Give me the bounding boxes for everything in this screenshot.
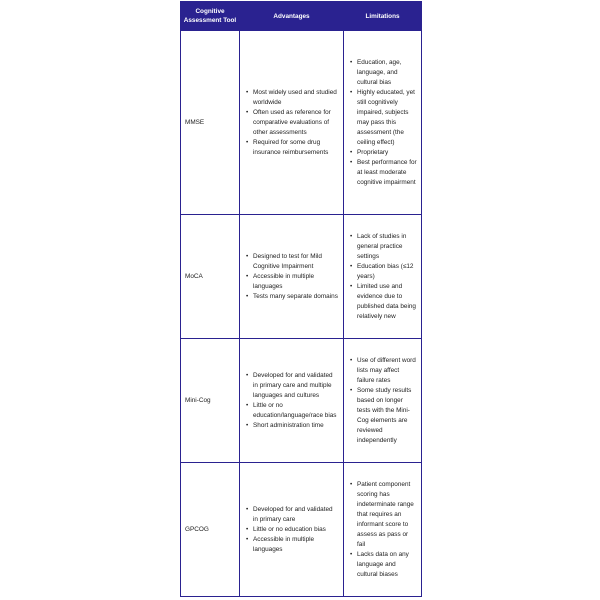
list-item: • Accessible in multiple languages <box>253 535 339 555</box>
header-row <box>181 2 422 31</box>
list-item: • Tests many separate domains <box>253 292 339 302</box>
list-item: • Lack of studies in general practice settings <box>357 232 417 262</box>
advantages-list <box>240 252 343 302</box>
tool-name: Mini-Cog <box>181 339 240 463</box>
list-item: • Often used as reference for comparative evaluations of other assessments <box>253 108 339 138</box>
cognitive-assessment-table <box>180 1 422 597</box>
tool-name: MMSE <box>181 31 240 215</box>
limitations-list <box>344 356 421 446</box>
list-item: • Some study results based on longer tests with the Mini-Cog elements are reviewed independently <box>357 386 417 446</box>
list-item: • Little or no education bias <box>253 525 339 535</box>
header-tool: Cognitive Assessment Tool <box>181 2 240 31</box>
limitations-cell <box>344 463 422 597</box>
list-item: • Lacks data on any language and cultural biases <box>357 550 417 580</box>
advantages-list <box>240 505 343 555</box>
advantages-list <box>240 371 343 431</box>
limitations-cell <box>344 31 422 215</box>
header-advantages: Advantages <box>240 2 344 31</box>
advantages-cell <box>240 215 344 339</box>
advantages-cell <box>240 339 344 463</box>
list-item: • Education bias (≤12 years) <box>357 262 417 282</box>
list-item: • Best performance for at least moderate cognitive impairment <box>357 158 417 188</box>
limitations-cell <box>344 215 422 339</box>
table-row <box>181 463 422 597</box>
list-item: • Use of different word lists may affect failure rates <box>357 356 417 386</box>
list-item: • Short administration time <box>253 421 339 431</box>
header-limitations: Limitations <box>344 2 422 31</box>
table-row <box>181 215 422 339</box>
advantages-cell <box>240 31 344 215</box>
tool-name: MoCA <box>181 215 240 339</box>
list-item: • Designed to test for Mild Cognitive Impairment <box>253 252 339 272</box>
table-row <box>181 339 422 463</box>
list-item: • Most widely used and studied worldwide <box>253 88 339 108</box>
list-item: • Highly educated, yet still cognitively impaired, subjects may pass this assessment (the ceiling effect) <box>357 88 417 148</box>
limitations-list <box>344 232 421 322</box>
advantages-cell <box>240 463 344 597</box>
list-item: • Limited use and evidence due to published data being relatively new <box>357 282 417 322</box>
list-item: • Proprietary <box>357 148 417 158</box>
limitations-list <box>344 480 421 580</box>
limitations-cell <box>344 339 422 463</box>
list-item: • Education, age, language, and cultural bias <box>357 58 417 88</box>
list-item: • Little or no education/language/race bias <box>253 401 339 421</box>
tool-name: GPCOG <box>181 463 240 597</box>
list-item: • Required for some drug insurance reimbursements <box>253 138 339 158</box>
list-item: • Developed for and validated in primary care and multiple languages and cultures <box>253 371 339 401</box>
table-row <box>181 31 422 215</box>
list-item: • Developed for and validated in primary care <box>253 505 339 525</box>
list-item: • Patient component scoring has indeterminate range that requires an informant score to assess as pass or fail <box>357 480 417 550</box>
list-item: • Accessible in multiple languages <box>253 272 339 292</box>
limitations-list <box>344 58 421 188</box>
advantages-list <box>240 88 343 158</box>
